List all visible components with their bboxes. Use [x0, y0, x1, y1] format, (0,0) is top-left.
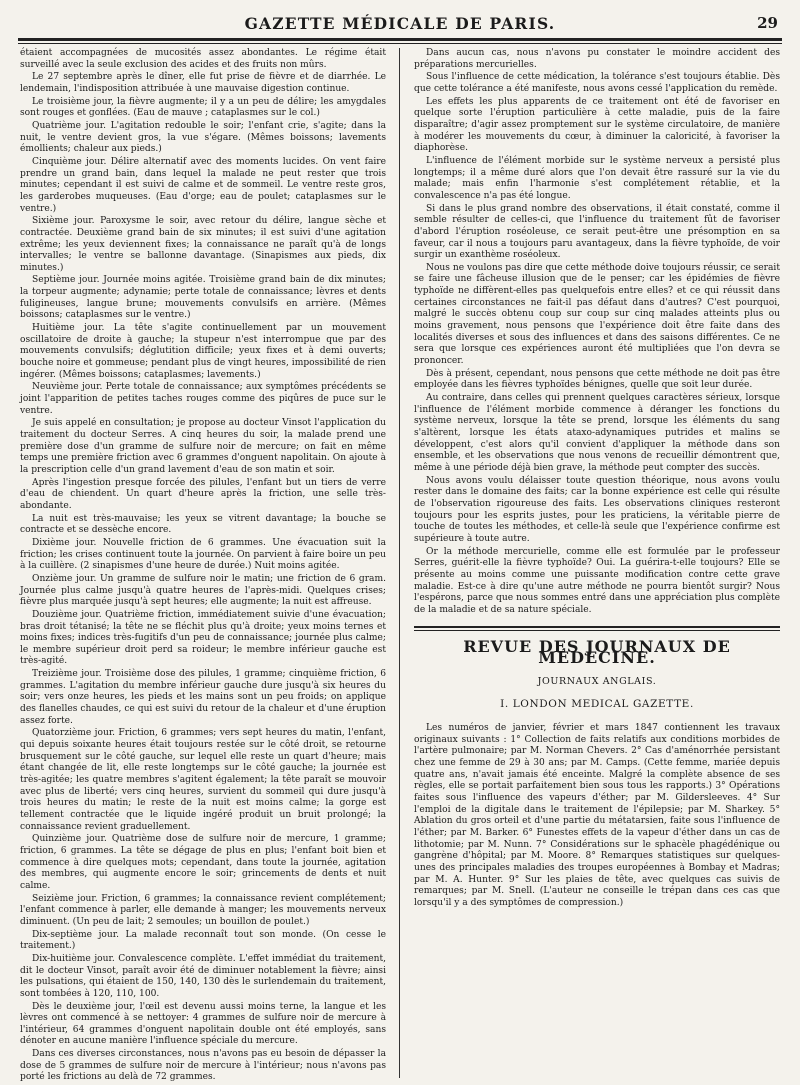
section-rule — [414, 626, 780, 628]
right-column — [414, 48, 780, 911]
header-rule-thin — [18, 43, 782, 44]
journal-title: GAZETTE MÉDICALE DE PARIS. — [244, 14, 556, 33]
paragraph: Dix-septième jour. La malade reconnaît tout son monde. (On cesse le traitement.) — [20, 929, 386, 952]
paragraph: Quatrième jour. L'agitation redouble le soir; l'enfant crie, s'agite; dans la nuit, le ventre devient gros, la vue s'égare. (Mêmes boissons; lavements émollients; chaleur aux pieds.) — [20, 120, 386, 155]
page-number: 29 — [757, 14, 778, 32]
paragraph: Dixième jour. Nouvelle friction de 6 grammes. Une évacuation suit la friction; les crises continuent toute la journée. On parvient à faire boire un peu à la cuillère. (2 sinapismes d'une heure de durée.) Nuit moins agitée. — [20, 537, 386, 572]
paragraph: Si dans le plus grand nombre des observations, il était constaté, comme il semble résulter de celles-ci, que l'influence du traitement fût de favoriser d'abord l'éruption roséoleuse, ce serait peut-être une présomption en sa faveur, car il nous a toujours paru avantageux, dans la fièvre typhoïde, de voir surgir un exanthème roséoleux. — [414, 203, 780, 261]
paragraph: Seizième jour. Friction, 6 grammes; la connaissance revient complétement; l'enfant commence à parler, elle demande à manger; les mouvements nerveux diminuent. (Un peu de lait; 2 semoules; un bouillon de poulet.) — [20, 893, 386, 927]
paragraph: Le troisième jour, la fièvre augmente; il y a un peu de délire; les amygdales sont rouges et gonflées. (Eau de mauve ; cataplasmes sur le col.) — [20, 96, 386, 119]
paragraph: Dans aucun cas, nous n'avons pu constater le moindre accident des préparations mercurielles. — [414, 48, 780, 70]
paragraph: Après l'ingestion presque forcée des pilules, l'enfant but un tiers de verre d'eau de chiendent. Un quart d'heure après la friction, une selle très-abondante. — [20, 477, 386, 511]
paragraph: Dès le deuxième jour, l'œil est devenu aussi moins terne, la langue et les lèvres ont commencé à se nettoyer: 4 grammes de sulfure noir de mercure à l'intérieur, 64 grammes d'onguent napolitain double ont été employés, sans dénoter en aucune manière l'influence spéciale du mercure. — [20, 1001, 386, 1047]
header-rule — [18, 38, 782, 41]
left-column — [20, 48, 386, 1085]
column-divider — [399, 48, 400, 1078]
paragraph: La nuit est très-mauvaise; les yeux se vitrent davantage; la bouche se contracte et se dessèche encore. — [20, 513, 386, 536]
paragraph: Dix-huitième jour. Convalescence complète. L'effet immédiat du traitement, dit le docteur Vinsot, paraît avoir été de diminuer notablement la fièvre; ainsi les pulsations, qui étaient de 150, 140, 130 dès le surlendemain du traitement, sont tombées à 120, 110, 100. — [20, 953, 386, 999]
paragraph: Quinzième jour. Quatrième dose de sulfure noir de mercure, 1 gramme; friction, 6 grammes. La tête se dégage de plus en plus; l'enfant boit bien et commence à dire quelques mots; cependant, dans toute la journée, agitation des membres, qui augmente encore le soir; grincements de dents et nuit calme. — [20, 834, 386, 891]
paragraph: L'influence de l'élément morbide sur le système nerveux a persisté plus longtemps; il a même duré alors que l'on devait être rassuré sur la vie du malade; mais enfin l'harmonie s'est complétement rétablie, et la convalescence n'a pas été longue. — [414, 155, 780, 201]
paragraph: Nous ne voulons pas dire que cette méthode doive toujours réussir, ce serait se faire une fâcheuse illusion que de le penser; car les épidémies de fièvre typhoïde ne diffèrent-elles pas quelquefois entre elles? et ce qui réussit dans certaines circonstances ne fait-il pas défaut dans d'autres? C'est pourquoi, malgré le succès obtenu coup sur coup sur cinq malades atteints plus ou moins gravement, nous pensons que l'expérience doit être faite dans des localités diverses et sous des influences et dans des saisons différentes. Ce ne sera que lorsque ces expériences auront été multipliées que l'on devra se prononcer. — [414, 262, 780, 367]
section-rule-thin — [414, 630, 780, 631]
page-header — [20, 14, 780, 40]
paragraph: Nous avons voulu délaisser toute question théorique, nous avons voulu rester dans le domaine des faits; car la bonne expérience est celle qui résulte de l'observation rigoureuse des faits. Les observations cliniques resteront toujours pour les esprits justes, pour les praticiens, la véritable pierre de touche de toutes les méthodes, et celle-là seule que l'expérience confirme est supérieure à toute autre. — [414, 475, 780, 544]
section-subtitle: JOURNAUX ANGLAIS. — [537, 675, 657, 687]
paragraph: Au contraire, dans celles qui prennent quelques caractères sérieux, lorsque l'influence de l'élément morbide commence à déranger les fonctions du système nerveux, lorsque la tête se prend, lorsque les éléments du sang s'altèrent, lorsque les états ataxo-adynamiques putrides et malins se développent, c'est alors qu'il convient d'appliquer la méthode dans son ensemble, et les observations que nous venons de recueillir démontrent que, même à une période déjà bien grave, la méthode peut compter des succès. — [414, 393, 780, 473]
paragraph: Quatorzième jour. Friction, 6 grammes; vers sept heures du matin, l'enfant, qui depuis soixante heures était toujours restée sur le côté droit, se retourne brusquement sur le côté gauche, sur lequel elle reste un quart d'heure; mais étant changée de lit, elle reste longtemps sur le côté gauche; la journée est très-agitée; les quatre membres s'agitent également; la tête paraît se mouvoir avec plus de liberté; vers cinq heures, survient du sommeil qui dure jusqu'à trois heures du matin; le reste de la nuit est moins calme; la gorge est tellement contractée que le liquide ingéré produit un bruit prolongé; la connaissance revient graduellement. — [20, 728, 386, 832]
paragraph: Huitième jour. La tête s'agite continuellement par un mouvement oscillatoire de droite à gauche; la stupeur n'est interrompue que par des mouvements convulsifs; déglutition difficile; yeux fixes et à demi ouverts; bouche noire et gommeuse; pendant plus de vingt heures, impossibilité de rien ingérer. (Mêmes boissons; cataplasmes; lavements.) — [20, 323, 386, 380]
paragraph: Cinquième jour. Délire alternatif avec des moments lucides. On vent faire prendre un grand bain, dans lequel la malade ne peut rester que trois minutes; cependant il est suivi de calme et de sommeil. Le ventre reste gros, les garderobes muqueuses. (Eau d'orge; eau de poulet; cataplasmes sur le ventre.) — [20, 156, 386, 214]
paragraph: Les numéros de janvier, février et mars 1847 contiennent les travaux originaux suivants : 1° Collection de faits relatifs aux conditions morbides de l'artère pulmonaire; par M. Norman Chevers. 2° Cas d'aménorrhée persistant chez une femme de 29 à 30 ans; par M. Camps. (Cette femme, mariée depuis quatre ans, n'avait jamais été enceinte. Malgré la complète absence de ses règles, elle se portait parfaitement bien sous tous les rapports.) 3° Opérations faites sous l'influence des vapeurs d'éther; par M. Gildersleeves. 4° Sur l'emploi de la digitale dans le traitement de l'épilepsie; par M. Sharkey. 5° Ablation du gros orteil et d'une partie du métatarsien, faite sous l'influence de l'éther; par M. Barker. 6° Funestes effets de la vapeur d'éther dans un cas de lithotomie; par M. Nunn. 7° Considérations sur le sphacèle phagédénique ou gangrène d'hôpital; par M. Moore. 8° Remarques statistiques sur quelques-unes des principales maladies des troupes européennes à Bombay et Madras; par M. A. Hunter. 9° Sur les plaies de tête, avec quelques cas suivis de remarques; par M. Snell. (L'auteur ne conseille le trépan dans ces cas que lorsqu'il y a des symptômes de compression.) — [414, 723, 780, 908]
paragraph: Neuvième jour. Perte totale de connaissance; aux symptômes précédents se joint l'apparition de petites taches rouges comme des piqûres de puce sur le ventre. — [20, 382, 386, 416]
paragraph: Je suis appelé en consultation; je propose au docteur Vinsot l'application du traitement du docteur Serres. A cinq heures du soir, la malade prend une première dose d'un gramme de sulfure noir de mercure; on fait en même temps une première friction avec 6 grammes d'onguent napolitain. On ajoute à la prescription celle d'un grand lavement d'eau de son matin et soir. — [20, 418, 386, 475]
section-heading: I. LONDON MEDICAL GAZETTE. — [500, 698, 694, 711]
paragraph: Le 27 septembre après le dîner, elle fut prise de fièvre et de diarrhée. Le lendemain, l'indisposition attribuée à une mauvaise digestion continue. — [20, 72, 386, 94]
paragraph: Sous l'influence de cette médication, la tolérance s'est toujours établie. Dès que cette tolérance a été manifeste, nous avons cessé l'application du remède. — [414, 72, 780, 94]
paragraph: Douzième jour. Quatrième friction, immédiatement suivie d'une évacuation; bras droit tétanisé; la tête ne se fléchit plus qu'à droite; yeux moins ternes et moins fixes; indices très-fugitifs d'un peu de connaissance; journée plus calme; le membre supérieur droit perd sa roideur; le membre inférieur gauche est très-agité. — [20, 609, 386, 667]
paragraph: Septième jour. Journée moins agitée. Troisième grand bain de dix minutes; la torpeur augmente; adynamie; perte totale de connaissance; lèvres et dents fuligineuses, langue brune; mouvements convulsifs en arrière. (Mêmes boissons; cataplasmes sur le ventre.) — [20, 275, 386, 321]
paragraph: Treizième jour. Troisième dose des pilules, 1 gramme; cinquième friction, 6 grammes. L'agitation du membre inférieur gauche dure jusqu'à six heures du soir; vers onze heures, les pieds et les mains sont un peu froids; on applique des flanelles chaudes, ce qui est suivi du retour de la chaleur et d'une éruption assez forte. — [20, 669, 386, 726]
paragraph: Dès à présent, cependant, nous pensons que cette méthode ne doit pas être employée dans les fièvres typhoïdes bénignes, quelle que soit leur durée. — [414, 368, 780, 391]
paragraph: Or la méthode mercurielle, comme elle est formulée par le professeur Serres, guérit-elle la fièvre typhoïde? Oui. La guérira-t-elle toujours? Elle se présente au moins comme une puissante modification contre cette grave maladie. Est-ce à dire qu'une autre méthode ne pourra bientôt surgir? Nous l'espérons, parce que nous sommes entré dans une appréciation plus complète de la maladie et de sa nature spéciale. — [414, 546, 780, 615]
section-title: REVUE DES JOURNAUX DE MÉDECINE. — [463, 636, 731, 668]
paragraph: Dans ces diverses circonstances, nous n'avons pas eu besoin de dépasser la dose de 5 grammes de sulfure noir de mercure à l'intérieur; nous n'avons pas porté les frictions au delà de 72 grammes. — [20, 1049, 386, 1083]
paragraph: étaient accompagnées de mucosités assez abondantes. Le régime était surveillé avec la seule exclusion des acides et des fruits non mûrs. — [20, 48, 386, 70]
paragraph: Onzième jour. Un gramme de sulfure noir le matin; une friction de 6 gram. Journée plus calme jusqu'à quatre heures de l'après-midi. Quelques crises; fièvre plus marquée jusqu'à sept heures; elle augmente; la nuit est affreuse. — [20, 573, 386, 608]
paragraph: Sixième jour. Paroxysme le soir, avec retour du délire, langue sèche et contractée. Deuxième grand bain de six minutes; il est suivi d'une agitation extrême; les yeux deviennent fixes; la connaissance ne paraît qu'à de longs intervalles; le ventre se ballonne davantage. (Sinapismes aux pieds, dix minutes.) — [20, 216, 386, 273]
paragraph: Les effets les plus apparents de ce traitement ont été de favoriser en quelque sorte l'éruption particulière à cette maladie, puis de la faire disparaître; d'agir assez promptement sur le système circulatoire, de manière à modérer les mouvements du cœur, à diminuer la caloricité, à favoriser la diaphorèse. — [414, 96, 780, 154]
